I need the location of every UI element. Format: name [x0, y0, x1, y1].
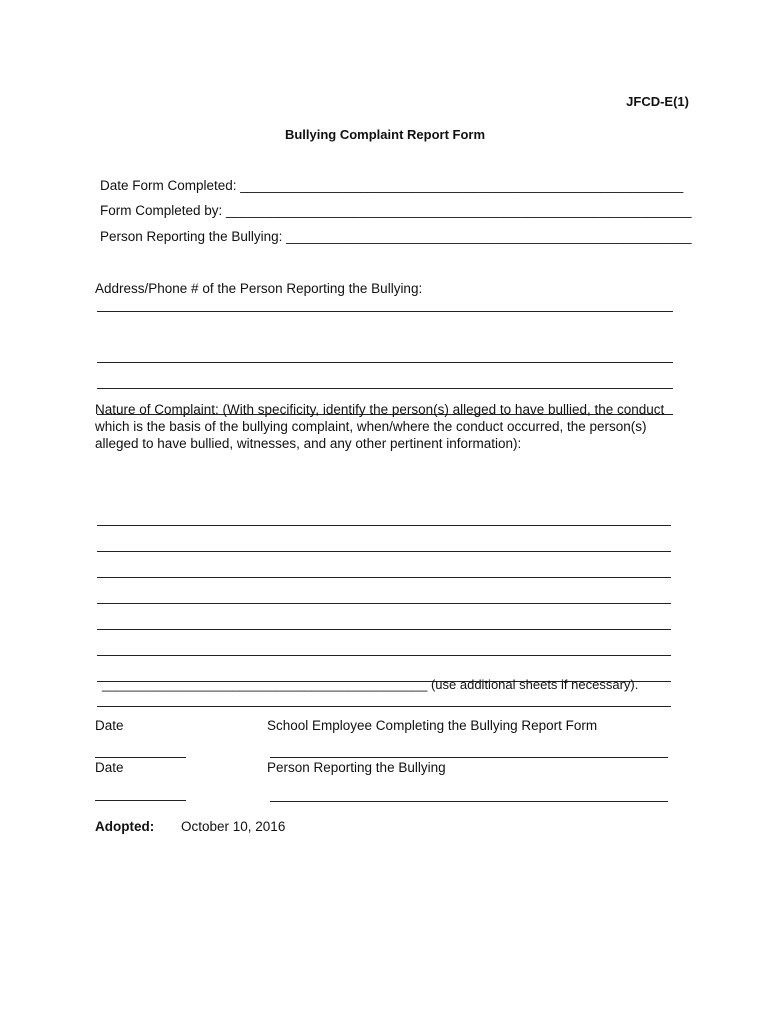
- complaint-line-5: [97, 629, 671, 630]
- adopted-date: October 10, 2016: [181, 819, 286, 834]
- address-line-3: [97, 388, 673, 389]
- employee-signature-label: School Employee Completing the Bullying Report Form: [267, 718, 598, 733]
- address-line-1: [97, 311, 673, 312]
- complaint-line-2: [97, 551, 671, 552]
- person-signature-label: Person Reporting the Bullying: [267, 760, 446, 775]
- person-reporting-field: Person Reporting the Bullying: ______________________________________________________: [100, 229, 692, 244]
- form-title: Bullying Complaint Report Form: [284, 127, 486, 142]
- complaint-line-8: [97, 706, 671, 707]
- person-signature-line: [270, 801, 668, 802]
- adopted-label: Adopted:: [95, 819, 155, 834]
- employee-signature-line: [270, 757, 668, 758]
- date-label-2: Date: [95, 760, 124, 775]
- nature-of-complaint-text: Nature of Complaint: (With specificity, identify the person(s) alleged to have bullied, the conduct which is the basis of the bullying complaint, when/where the conduct occurred, the person(s) alleged to have bullied, witnesses, and any other pertinent information):: [95, 402, 665, 451]
- complaint-line-4: [97, 603, 671, 604]
- complaint-line-1: [97, 525, 671, 526]
- address-line-2: [97, 362, 673, 363]
- date-label-1: Date: [95, 718, 124, 733]
- date-signature-line-1: [95, 757, 186, 758]
- date-completed-field: Date Form Completed: ___________________________________________________________: [100, 178, 684, 193]
- additional-sheets-note: _____________________________________________ (use additional sheets if necessary).: [102, 677, 639, 692]
- date-signature-line-2: [95, 800, 186, 801]
- complaint-line-3: [97, 577, 671, 578]
- address-label: Address/Phone # of the Person Reporting the Bullying:: [95, 281, 423, 296]
- completed-by-field: Form Completed by: ______________________________________________________________: [100, 203, 692, 218]
- form-code: JFCD-E(1): [626, 94, 689, 109]
- complaint-line-6: [97, 655, 671, 656]
